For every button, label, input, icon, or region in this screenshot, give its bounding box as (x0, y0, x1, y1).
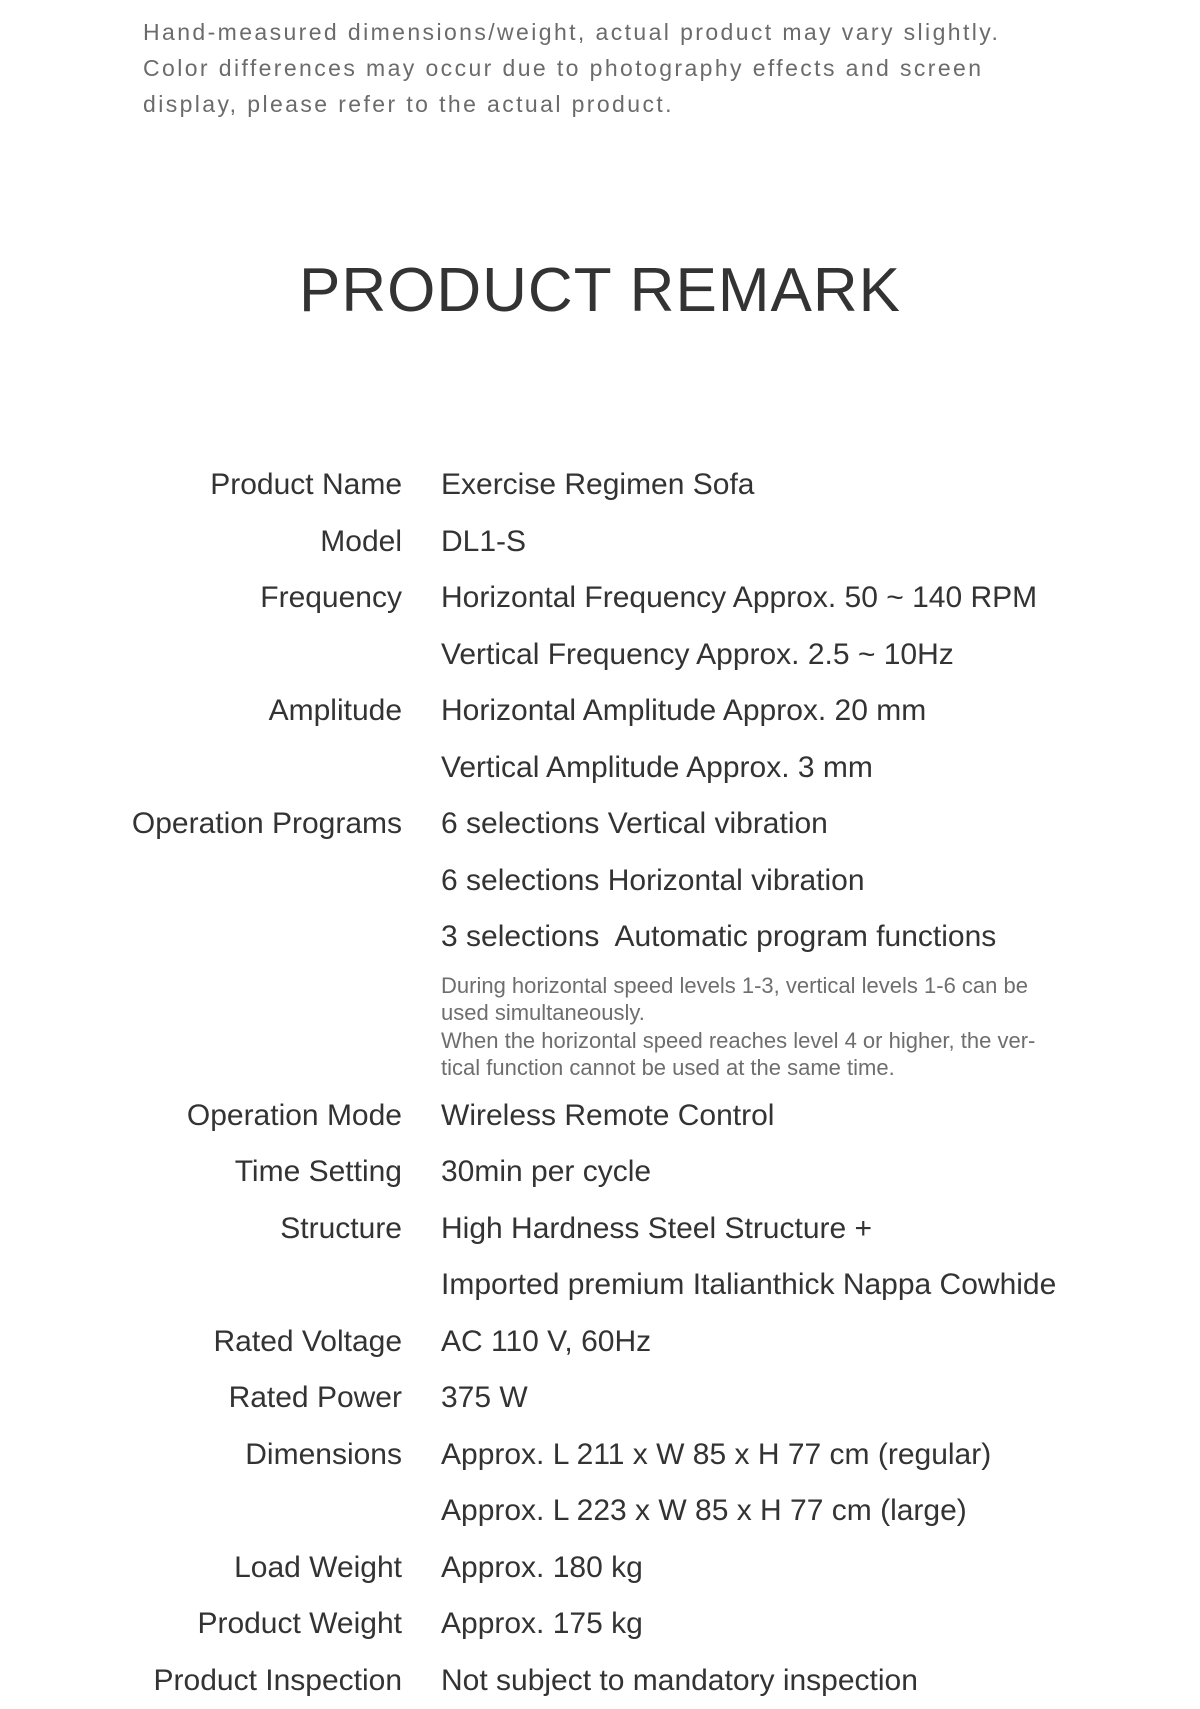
spec-table (0, 457, 1200, 1709)
spec-row (0, 1370, 1200, 1427)
spec-row (0, 1314, 1200, 1371)
disclaimer-line: display, please refer to the actual product. (143, 86, 1103, 122)
spec-row (0, 1540, 1200, 1597)
spec-values (441, 683, 1200, 796)
spec-value: 3 selections Automatic program functions (441, 909, 1200, 966)
spec-label: Operation Programs (0, 796, 402, 1088)
spec-row (0, 1427, 1200, 1540)
spec-value: High Hardness Steel Structure + (441, 1201, 1200, 1258)
spec-label: Rated Power (0, 1370, 402, 1427)
spec-values (441, 1088, 1200, 1145)
spec-note-line: tical function cannot be used at the same time. (441, 1054, 1091, 1082)
spec-values (441, 457, 1200, 514)
spec-values (441, 1427, 1200, 1540)
spec-values (441, 1314, 1200, 1371)
spec-label: Dimensions (0, 1427, 402, 1540)
spec-values (441, 1653, 1200, 1709)
spec-label: Structure (0, 1201, 402, 1314)
spec-label: Operation Mode (0, 1088, 402, 1145)
spec-value: 375 W (441, 1370, 1200, 1427)
spec-row (0, 457, 1200, 514)
disclaimer-text (143, 14, 1103, 122)
spec-row (0, 1653, 1200, 1709)
spec-value: Approx. 180 kg (441, 1540, 1200, 1597)
spec-values (441, 1370, 1200, 1427)
spec-value: Vertical Frequency Approx. 2.5 ~ 10Hz (441, 627, 1200, 684)
disclaimer-line: Color differences may occur due to photography effects and screen (143, 50, 1103, 86)
spec-note (441, 972, 1091, 1082)
spec-row (0, 514, 1200, 571)
spec-label: Frequency (0, 570, 402, 683)
spec-value: AC 110 V, 60Hz (441, 1314, 1200, 1371)
spec-row (0, 683, 1200, 796)
spec-label: Product Weight (0, 1596, 402, 1653)
spec-value: 6 selections Vertical vibration (441, 796, 1200, 853)
spec-value: Not subject to mandatory inspection (441, 1653, 1200, 1709)
spec-label: Product Name (0, 457, 402, 514)
spec-value: Approx. L 223 x W 85 x H 77 cm (large) (441, 1483, 1200, 1540)
spec-value: Approx. L 211 x W 85 x H 77 cm (regular) (441, 1427, 1200, 1484)
page-title: PRODUCT REMARK (0, 255, 1200, 327)
spec-value: Exercise Regimen Sofa (441, 457, 1200, 514)
spec-note-line: used simultaneously. (441, 999, 1091, 1027)
spec-row (0, 1144, 1200, 1201)
spec-label: Model (0, 514, 402, 571)
spec-note-line: When the horizontal speed reaches level 4 or higher, the ver- (441, 1027, 1091, 1055)
spec-value: DL1-S (441, 514, 1200, 571)
spec-values (441, 514, 1200, 571)
spec-value: Horizontal Frequency Approx. 50 ~ 140 RPM (441, 570, 1200, 627)
spec-value: Approx. 175 kg (441, 1596, 1200, 1653)
spec-value: 30min per cycle (441, 1144, 1200, 1201)
spec-row (0, 1596, 1200, 1653)
spec-row (0, 1201, 1200, 1314)
spec-note-line: During horizontal speed levels 1-3, vertical levels 1-6 can be (441, 972, 1091, 1000)
spec-values (441, 1201, 1200, 1314)
spec-row (0, 1088, 1200, 1145)
spec-value: Vertical Amplitude Approx. 3 mm (441, 740, 1200, 797)
spec-values (441, 1596, 1200, 1653)
spec-label: Rated Voltage (0, 1314, 402, 1371)
spec-label: Amplitude (0, 683, 402, 796)
spec-values (441, 570, 1200, 683)
spec-row (0, 796, 1200, 1088)
spec-value: 6 selections Horizontal vibration (441, 853, 1200, 910)
spec-label: Load Weight (0, 1540, 402, 1597)
spec-values (441, 1540, 1200, 1597)
spec-label: Product Inspection (0, 1653, 402, 1709)
disclaimer-line: Hand-measured dimensions/weight, actual product may vary slightly. (143, 14, 1103, 50)
spec-row (0, 570, 1200, 683)
spec-values (441, 796, 1200, 1088)
spec-value: Wireless Remote Control (441, 1088, 1200, 1145)
spec-values (441, 1144, 1200, 1201)
spec-value: Horizontal Amplitude Approx. 20 mm (441, 683, 1200, 740)
spec-label: Time Setting (0, 1144, 402, 1201)
spec-value: Imported premium Italianthick Nappa Cowhide (441, 1257, 1200, 1314)
